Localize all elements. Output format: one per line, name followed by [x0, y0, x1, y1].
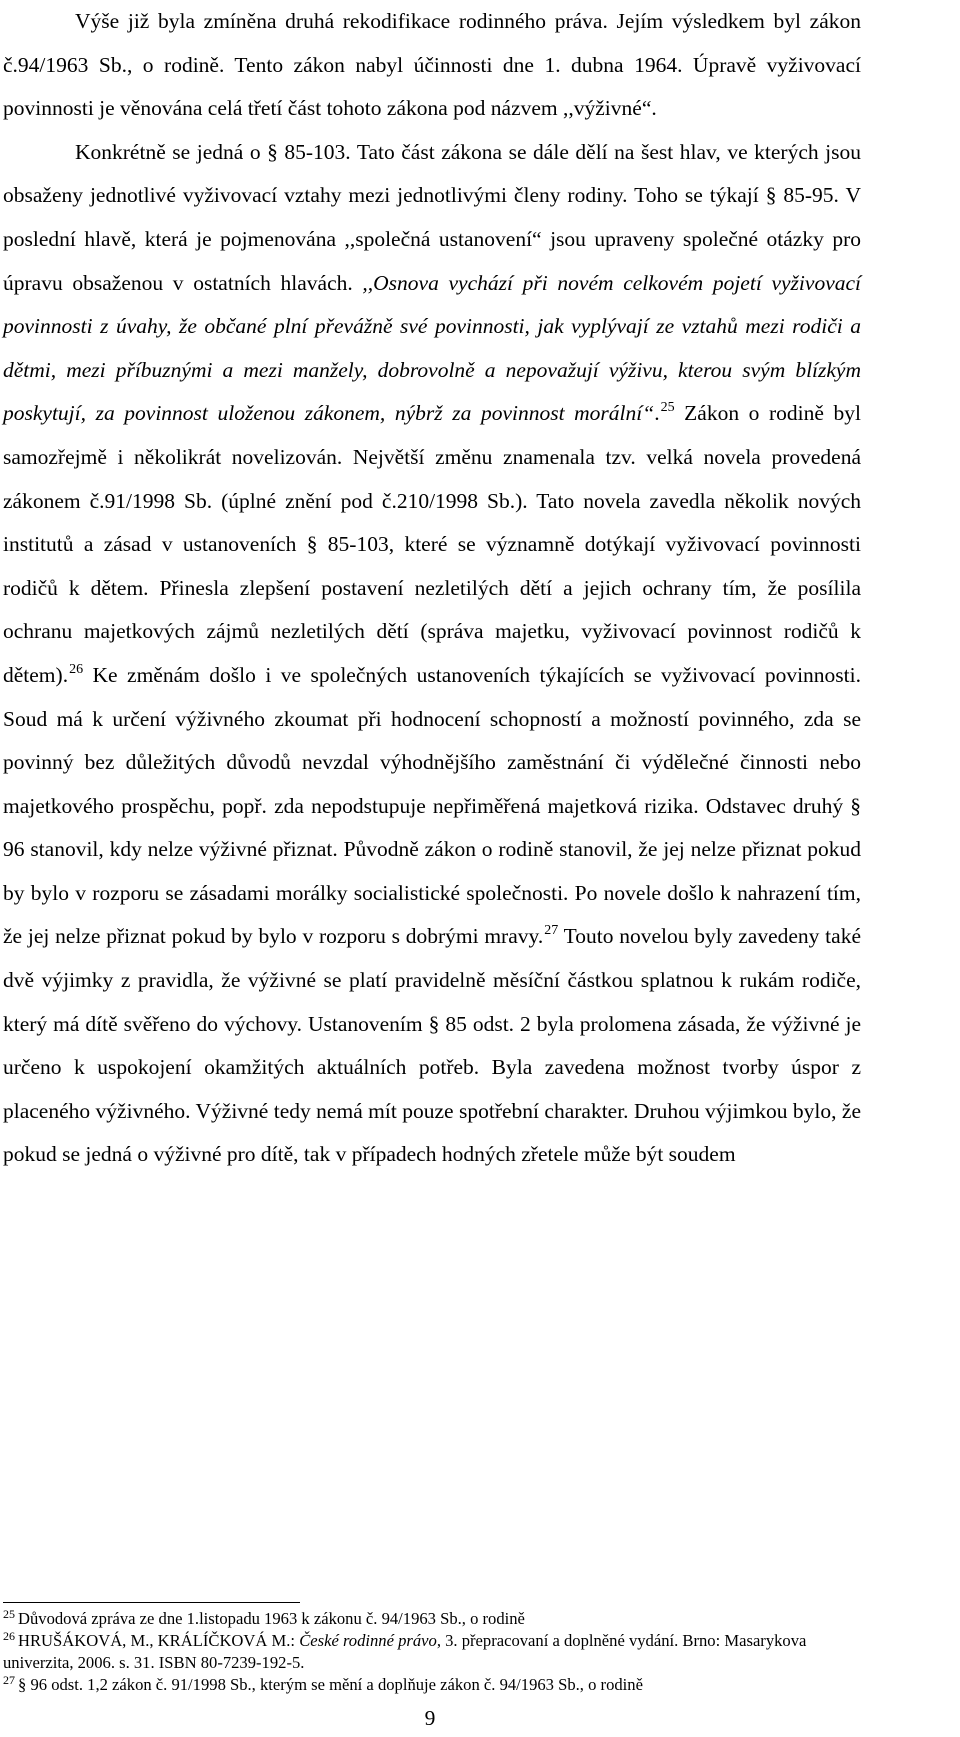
footnote-separator — [3, 1602, 300, 1603]
footnote-number: 25 — [3, 1607, 15, 1621]
footnote-text: , 3. přepracovaní a doplněné vydání. Brno: Masarykova univerzita, 2006. s. 31. ISBN 80-7239-192-5. — [3, 1631, 807, 1672]
paragraph-text: Výše již byla zmíněna druhá rekodifikace rodinného práva. Jejím výsledkem byl zákon č.94/1963 Sb., o rodině. Tento zákon nabyl účinnosti dne 1. dubna 1964. Úpravě vyživovací povinnosti je věnována celá třetí část tohoto zákona pod názvem ,,výživné“. — [3, 9, 861, 121]
paragraph-text: Konkrétně se jedná o § 85-103. Tato část zákona se dále dělí na šest hlav, ve kterých jsou obsaženy jednotlivé vyživovací vztahy mezi jednotlivými členy rodiny. Toho se týkají § 85-95. V poslední hlavě, která je pojmenována ,,společná ustanovení“ jsou upraveny společné otázky pro úpravu obsaženou v ostatních hlavách. — [3, 139, 861, 295]
footnote-book-title: České rodinné právo — [299, 1631, 437, 1650]
page-number: 9 — [424, 1706, 436, 1730]
paragraph — [3, 131, 861, 1177]
footnote-reference[interactable]: 26 — [69, 661, 84, 677]
footnotes — [3, 1608, 861, 1696]
footnote — [3, 1608, 861, 1630]
footnote — [3, 1630, 861, 1674]
footnote-reference[interactable]: 25 — [660, 400, 675, 416]
paragraph-text: Ke změnám došlo i ve společných ustanoveních týkajících se vyživovací povinnosti. Soud má k určení výživného zkoumat při hodnocení schopností a možností povinného, zda se povinný bez důležitých důvodů nevzdal výhodnějšího zaměstnání či výdělečné činnosti nebo majetkového prospěchu, popř. zda nepodstupuje nepřiměřená majetková rizika. Odstavec druhý § 96 stanovil, kdy nelze výživné přiznat. Původně zákon o rodině stanovil, že jej nelze přiznat pokud by bylo v rozporu se zásadami morálky socialistické společnosti. Po novele došlo k nahrazení tím, že jej nelze přiznat pokud by bylo v rozporu s dobrými mravy. — [3, 662, 861, 949]
paragraph-text: Touto novelou byly zavedeny také dvě výjimky z pravidla, že výživné se platí pravidelně měsíční částkou splatnou k rukám rodiče, který má dítě svěřeno do výchovy. Ustanovením § 85 odst. 2 byla prolomena zásada, že výživné je určeno k uspokojení okamžitých aktuálních potřeb. Byla zavedena možnost tvorby úspor z placeného výživného. Výživné tedy nemá mít pouze spotřební charakter. Druhou výjimkou bylo, že pokud se jedná o výživné pro dítě, tak v případech hodných zřetele může být soudem — [3, 924, 861, 1167]
footnote-text: § 96 odst. 1,2 zákon č. 91/1998 Sb., kterým se mění a doplňuje zákon č. 94/1963 Sb., o rodině — [18, 1675, 643, 1694]
footnote — [3, 1674, 861, 1696]
footnote-text: Důvodová zpráva ze dne 1.listopadu 1963 k zákonu č. 94/1963 Sb., o rodině — [18, 1609, 525, 1628]
footnote-text: HRUŠÁKOVÁ, M., KRÁLÍČKOVÁ M.: — [18, 1631, 300, 1650]
footnote-reference[interactable]: 27 — [544, 923, 559, 939]
paragraph-text: Zákon o rodině byl samozřejmě i několikrát novelizován. Největší změnu znamenala tzv. velká novela provedená zákonem č.91/1998 Sb. (úplné znění pod č.210/1998 Sb.). Tato novela zavedla několik nových institutů a zásad v ustanoveních § 85-103, které se významně dotýkají vyživovací povinnosti rodičů k dětem. Přinesla zlepšení postavení nezletilých dětí a jejich ochrany tím, že posílila ochranu majetkových zájmů nezletilých dětí (správa majetku, vyživovací povinnost rodičů k dětem). — [3, 401, 861, 687]
quotation-end: . — [654, 401, 660, 426]
footnote-number: 26 — [3, 1629, 15, 1643]
body-text — [3, 0, 861, 1177]
footnote-number: 27 — [3, 1673, 15, 1687]
quotation: ,,Osnova vychází při novém celkovém pojetí vyživovací povinnosti z úvahy, že občané plní převážně své povinnosti, jak vyplývají ze vztahů mezi rodiči a dětmi, mezi příbuznými a mezi manžely, dobrovolně a nepovažují výživu, kterou svým blízkým poskytují, za povinnost uloženou zákonem, nýbrž za povinnost morální“ — [3, 270, 861, 426]
paragraph — [3, 0, 861, 131]
